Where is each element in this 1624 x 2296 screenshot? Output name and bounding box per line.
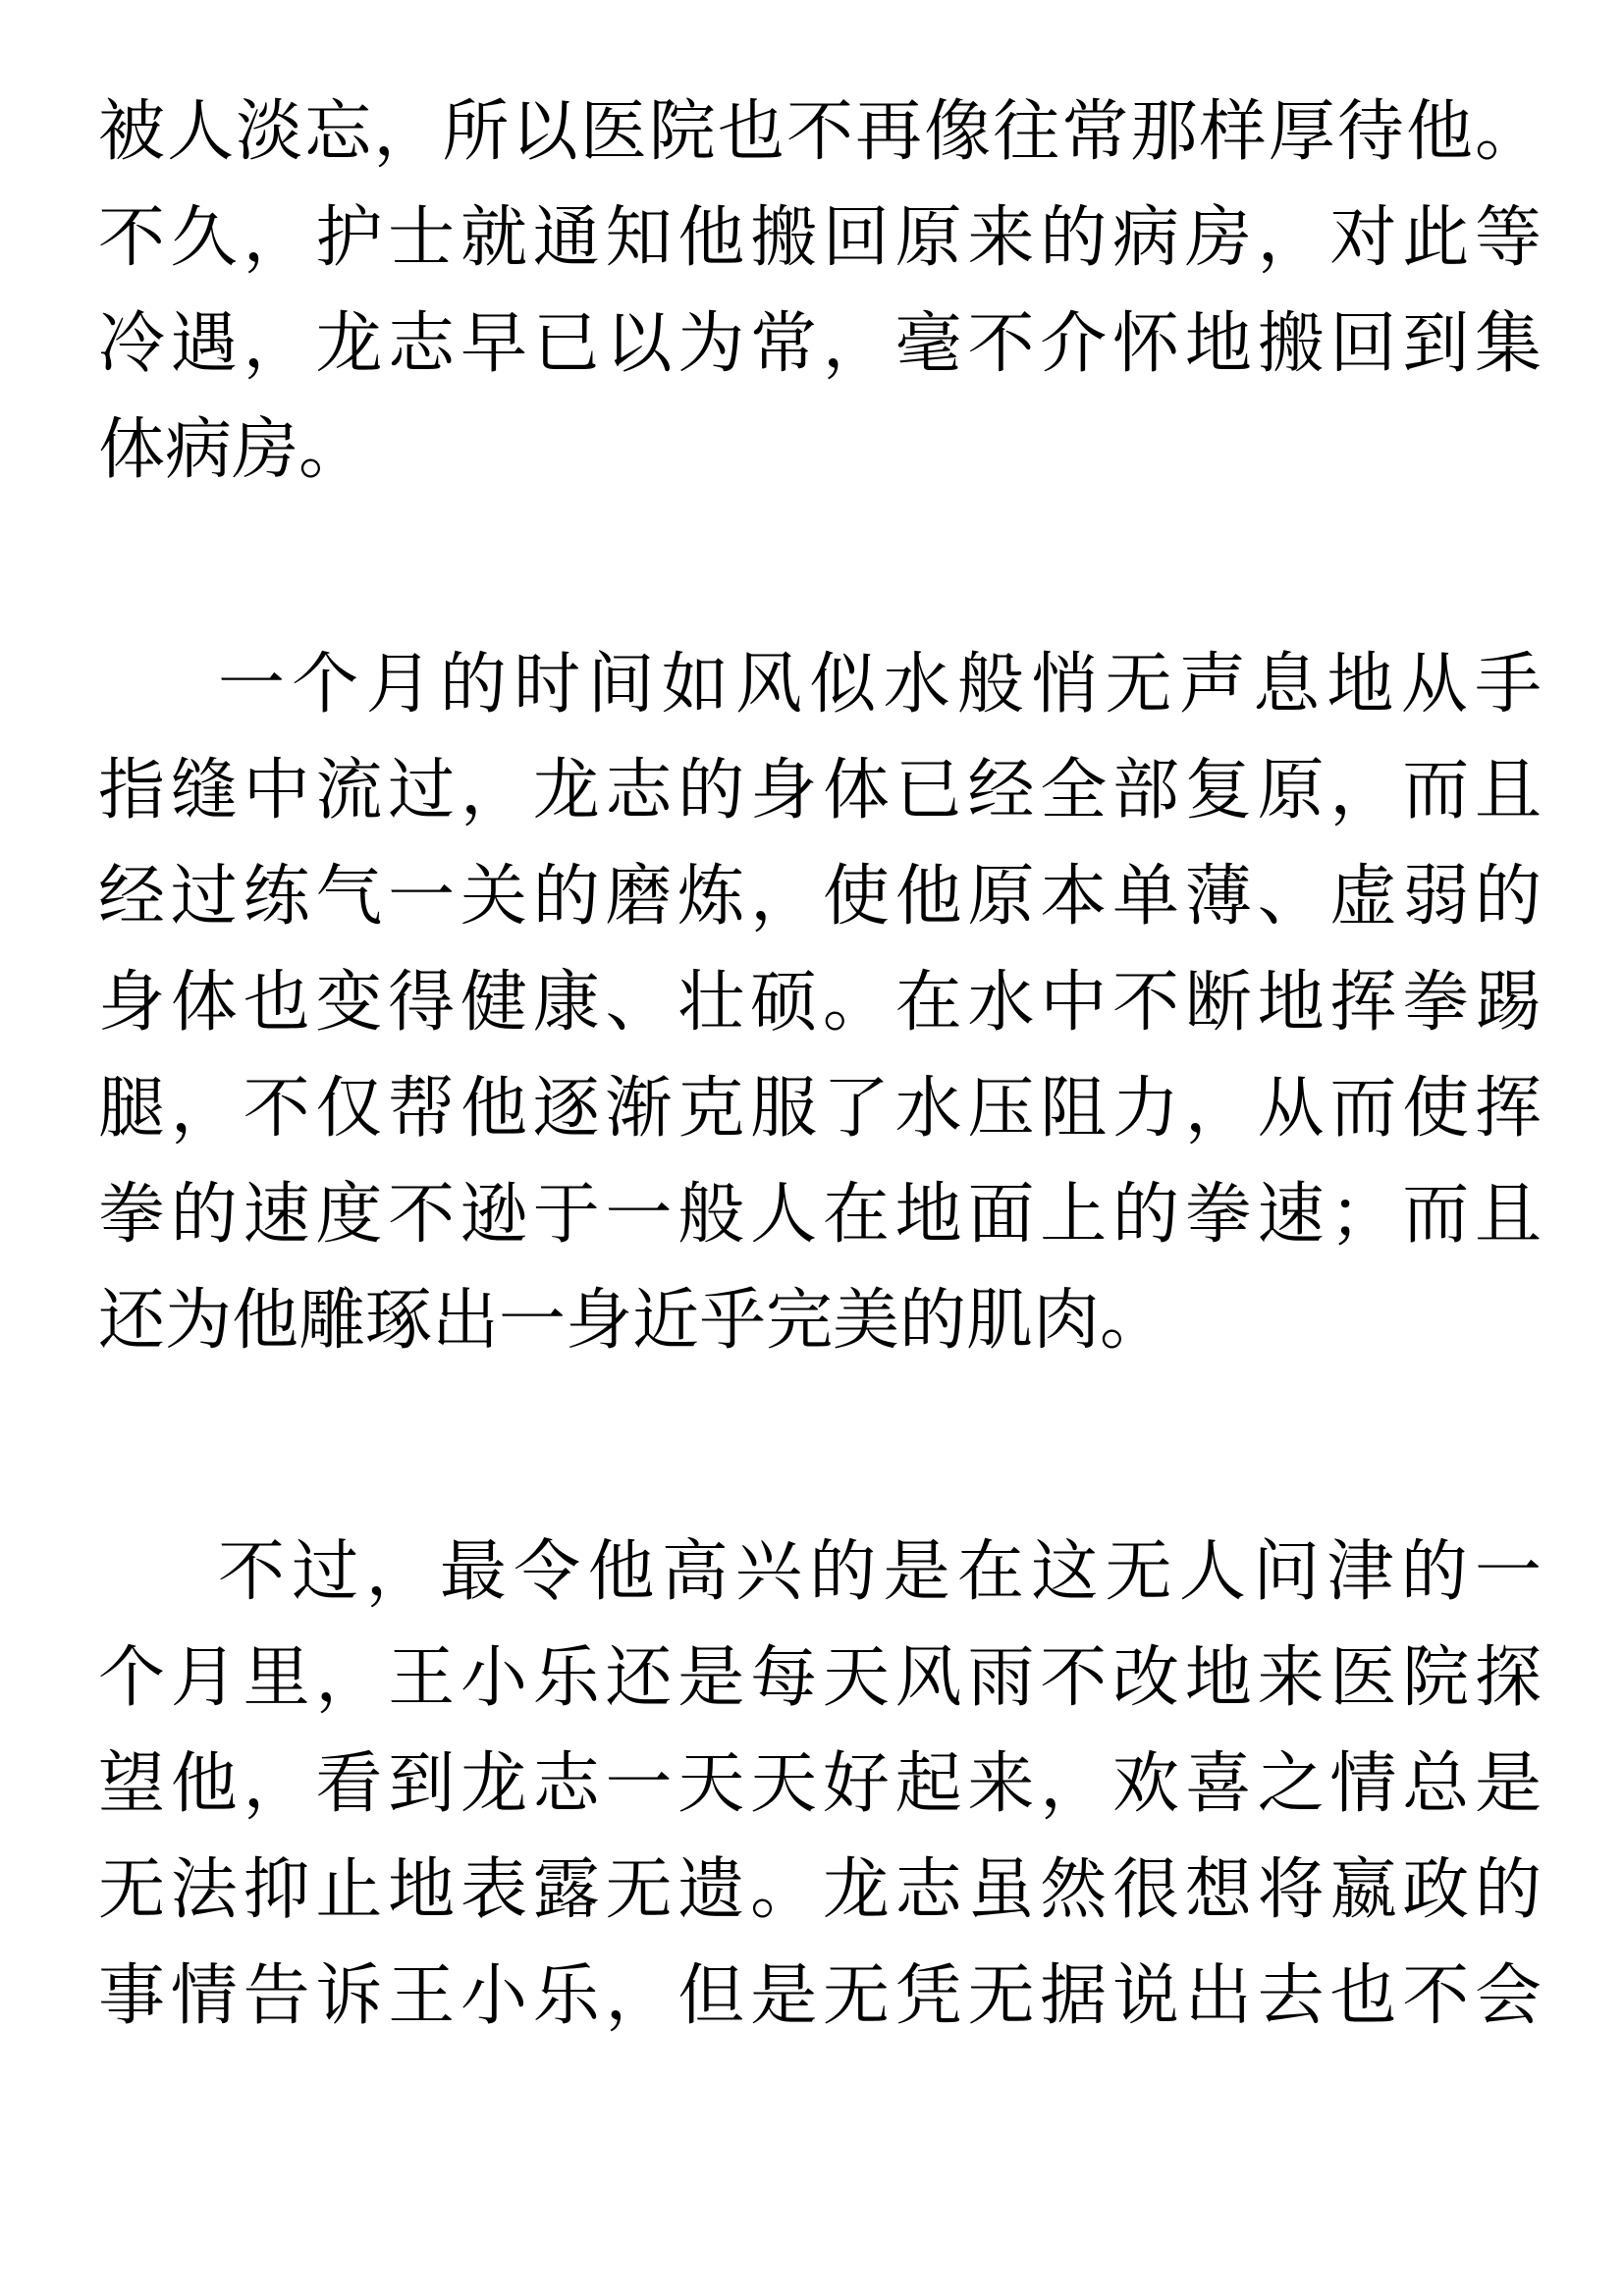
text-line: 不过，最令他高兴的是在这无人问津的一 [218, 1533, 1542, 1611]
text-line: 被人淡忘，所以医院也不再像往常那样厚待他。 [98, 93, 1542, 171]
text-line: 经过练气一关的磨炼，使他原本单薄、虚弱的 [98, 858, 1542, 935]
text-line: 指缝中流过，龙志的身体已经全部复原，而且 [98, 752, 1542, 829]
text-line: 望他，看到龙志一天天好起来，欢喜之情总是 [98, 1745, 1542, 1823]
text-line: 拳的速度不逊于一般人在地面上的拳速；而且 [98, 1176, 1542, 1254]
text-line: 一个月的时间如风似水般悄无声息地从手 [218, 646, 1542, 723]
text-line: 还为他雕琢出一身近乎完美的肌肉。 [98, 1282, 1167, 1360]
text-line: 不久，护士就通知他搬回原来的病房，对此等 [98, 199, 1542, 277]
text-line: 身体也变得健康、壮硕。在水中不断地挥拳踢 [98, 964, 1542, 1041]
text-line: 冷遇，龙志早已以为常，毫不介怀地搬回到集 [98, 305, 1542, 383]
text-line: 个月里，王小乐还是每天风雨不改地来医院探 [98, 1639, 1542, 1717]
text-line: 事情告诉王小乐，但是无凭无据说出去也不会 [98, 1957, 1542, 2035]
text-line: 腿，不仅帮他逐渐克服了水压阻力，从而使挥 [98, 1070, 1542, 1148]
text-line: 无法抑止地表露无遗。龙志虽然很想将嬴政的 [98, 1851, 1542, 1929]
text-line: 体病房。 [98, 411, 366, 489]
